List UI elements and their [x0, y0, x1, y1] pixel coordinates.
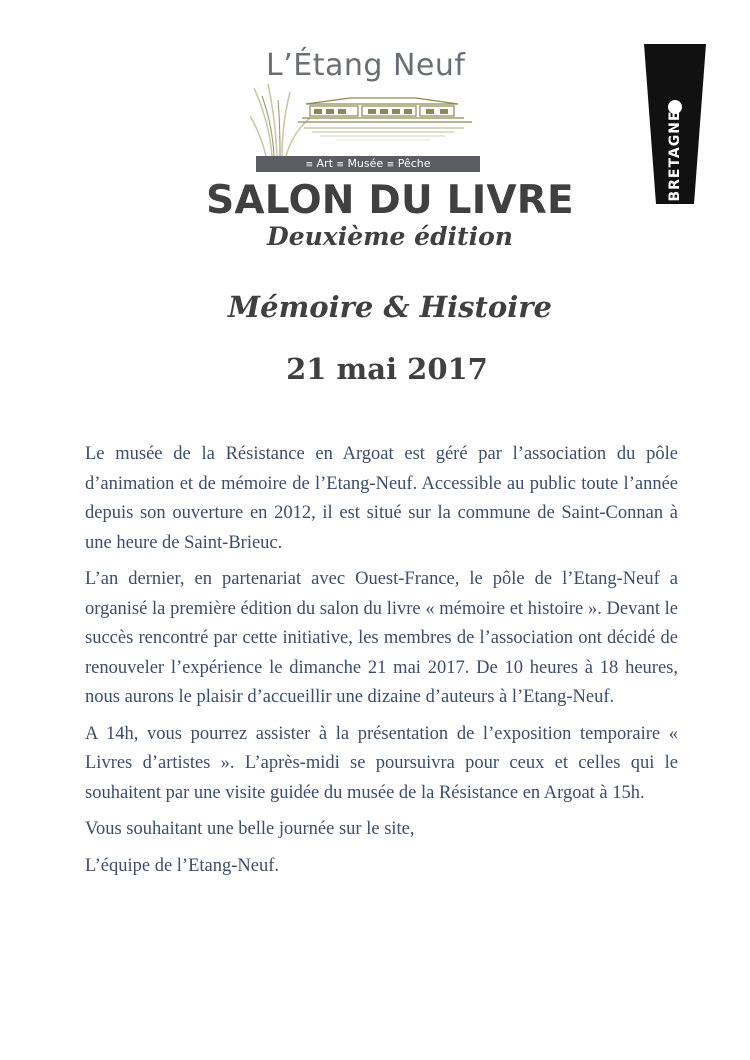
paragraph: A 14h, vous pourrez assister à la présentation de l’exposition temporaire « Livres d’artistes ». L’après-midi se poursuivra pour ceux et celles qui le souhaitent par une visite guidée du musée de la Résistance en Argoat à 15h. [85, 723, 678, 803]
theme-heading: Mémoire & Histoire [228, 290, 552, 324]
paragraph: L’an dernier, en partenariat avec Ouest-France, le pôle de l’Etang-Neuf a organisé la première édition du salon du livre « mémoire et histoire ». Devant le succès rencontré par cette initiative, les membres de l’association ont décidé de renouveler l’expérience le dimanche 21 mai 2017. De 10 heures à 18 heures, nous aurons le plaisir d’accueillir une dizaine d’auteurs à l’Etang-Neuf. [85, 569, 678, 707]
signature: L’équipe de l’Etang-Neuf. [85, 855, 280, 876]
logo-title: L’Étang Neuf [266, 48, 466, 83]
separator-icon: ≡ [336, 160, 344, 170]
body-text [85, 440, 678, 888]
event-date: 21 mai 2017 [286, 352, 488, 386]
tagline-musee: Musée [347, 157, 384, 170]
edition-subtitle: Deuxième édition [267, 222, 513, 251]
tagline-art: Art [316, 157, 333, 170]
separator-icon: ≡ [386, 160, 395, 170]
separator-icon: ≡ [305, 160, 314, 170]
badge-label: BRETAGNE [667, 110, 683, 202]
logo-building-reeds-illustration [250, 82, 490, 158]
paragraph: Vous souhaitant une belle journée sur le site, [85, 819, 415, 839]
page-title: SALON DU LIVRE [206, 178, 574, 223]
etang-neuf-logo [250, 48, 490, 176]
paragraph: Le musée de la Résistance en Argoat est géré par l’association du pôle d’animation et de mémoire de l’Etang-Neuf. Accessible au public toute l’année depuis son ouverture en 2012, il est situé sur la commune de Saint-Connan à une heure de Saint-Brieuc. [85, 444, 678, 553]
tagline-peche: Pêche [397, 157, 431, 170]
logo-tagline [256, 156, 480, 172]
